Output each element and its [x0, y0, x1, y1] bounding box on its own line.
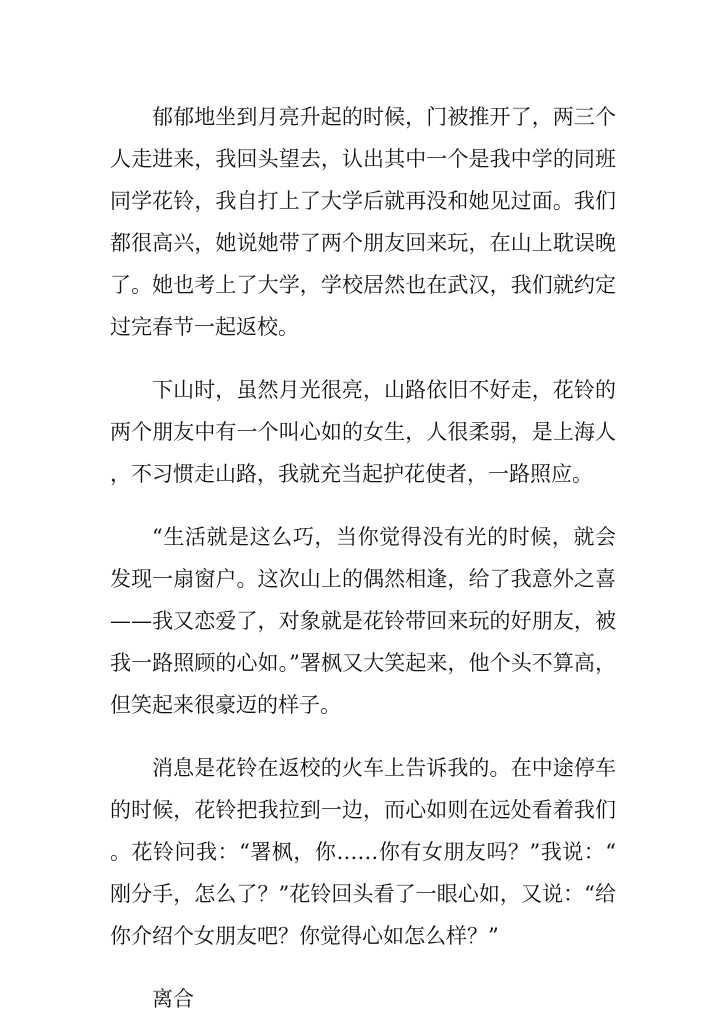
paragraph-4: 消息是花铃在返校的火车上告诉我的。在中途停车的时候，花铃把我拉到一边，而心如则在远处看着我们。花铃问我：“署枫，你……你有女朋友吗？”我说：“刚分手，怎么了？”花铃回头看了一眼心如，又说：“给你介绍个女朋友吧？你觉得心如怎么样？” — [110, 756, 616, 948]
paragraph-3: “生活就是这么巧，当你觉得没有光的时候，就会发现一扇窗户。这次山上的偶然相逢，给了我意外之喜——我又恋爱了，对象就是花铃带回来玩的好朋友，被我一路照顾的心如。”署枫又大笑起来，他个头不算高，但笑起来很豪迈的样子。 — [110, 525, 616, 717]
document-page — [110, 96, 616, 1020]
paragraph-1: 郁郁地坐到月亮升起的时候，门被推开了，两三个人走进来，我回头望去，认出其中一个是我中学的同班同学花铃，我自打上了大学后就再没和她见过面。我们都很高兴，她说她带了两个朋友回来玩，在山上耽误晚了。她也考上了大学，学校居然也在武汉，我们就约定过完春节一起返校。 — [110, 105, 616, 339]
paragraph-2: 下山时，虽然月光很亮，山路依旧不好走，花铃的两个朋友中有一个叫心如的女生，人很柔弱，是上海人，不习惯走山路，我就充当起护花使者，一路照应。 — [110, 378, 616, 486]
section-heading: 离合 — [152, 987, 194, 1011]
